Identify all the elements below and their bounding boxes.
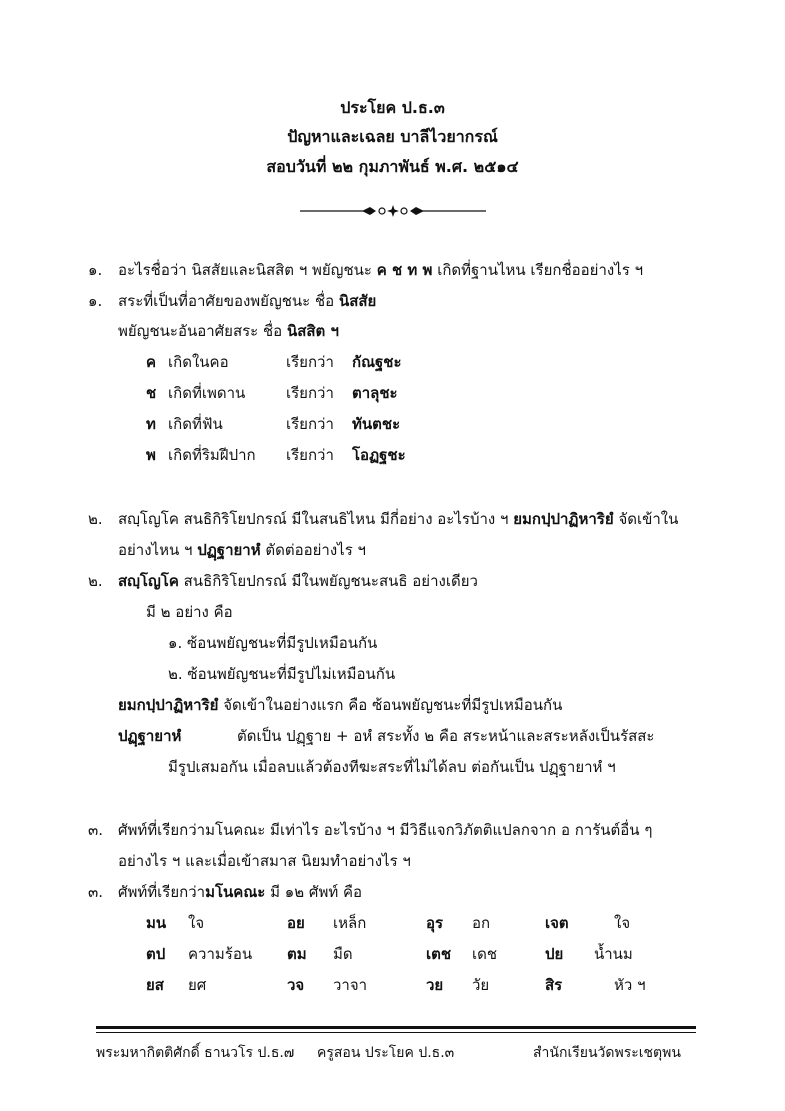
q1-text-b: เกิดที่ฐานไหน เรียกชื่ออย่างไร ฯ — [437, 261, 644, 279]
word-meaning: เหล็ก — [333, 914, 367, 932]
page-title: ประโยค ป.ธ.๓ — [340, 98, 445, 117]
q2-line2-end: ตัดต่ออย่างไร ฯ — [265, 541, 366, 559]
word-meaning: มืด — [333, 945, 353, 963]
word-meaning: วาจา — [333, 976, 368, 994]
word-pali: มน — [146, 914, 167, 932]
exam-date: สอบวันที่ ๒๒ กุมภาพันธ์ พ.ศ. ๒๕๑๔ — [266, 157, 519, 176]
word-meaning: ความร้อน — [188, 945, 253, 963]
footer-author: พระมหากิตติศักดิ์ ธานวโร ป.ธ.๗ — [96, 1045, 295, 1061]
a1-row-call: เรียกว่า — [286, 384, 334, 402]
word-meaning: เดช — [472, 945, 498, 963]
word-meaning: ใจ — [188, 914, 205, 932]
word-pali: สิร — [545, 976, 563, 994]
q2-line2 — [118, 538, 366, 562]
a1-row-letter: พ — [146, 446, 156, 464]
a2-line1-text: สนธิกิริโยปกรณ์ มีในพยัญชนะสนธิ อย่างเดียว — [183, 572, 478, 590]
a2-line1-term: สญฺโญโค — [118, 572, 179, 590]
a1-row-letter: ช — [146, 384, 157, 402]
footer-rule-thick — [96, 1026, 696, 1029]
word-pali: ยส — [146, 976, 164, 994]
q2-line1-text: สญฺโญโค สนธิกิริโยปกรณ์ มีในสนธิไหน มีกี่อย่าง อะไรบ้าง ฯ — [118, 510, 509, 528]
a1-line1-text: สระที่เป็นที่อาศัยของพยัญชนะ ชื่อ — [118, 292, 335, 310]
word-pali: อุร — [426, 914, 444, 932]
word-meaning: วัย — [472, 976, 490, 994]
q3-number: ๓. — [88, 821, 104, 839]
a1-row-place: เกิดที่ฟัน — [168, 415, 223, 433]
word-pali: วย — [426, 976, 444, 994]
word-pali: ตม — [287, 945, 307, 963]
a1-row-name: ตาลุชะ — [352, 384, 398, 402]
a1-row-call: เรียกว่า — [286, 446, 334, 464]
a2-line5: มีรูปเสมอกัน เมื่อลบแล้วต้องทีฆะสระที่ไม่ได้ลบ ต่อกันเป็น ปฏฺฐายาหํ ฯ — [168, 758, 616, 776]
a2-line3-term: ยมกปฺปาฏิหาริยํ — [118, 696, 219, 714]
q2-number: ๒. — [88, 510, 103, 528]
a1-line2-term: นิสสิต ฯ — [286, 322, 339, 340]
a2-line4-term: ปฏฺฐายาหํ — [118, 727, 182, 745]
a1-row-letter: ค — [146, 353, 157, 371]
q2-line1-end: จัดเข้าใน — [618, 510, 679, 528]
q2-line2-term: ปฏฺฐายาหํ — [197, 541, 261, 559]
a1-row-place: เกิดในคอ — [168, 353, 229, 371]
a2-line3-text: จัดเข้าในอย่างแรก คือ ซ้อนพยัญชนะที่มีรูปเหมือนกัน — [223, 696, 563, 714]
a2-number: ๒. — [88, 572, 103, 590]
a1-line1-term: นิสสัย — [338, 292, 377, 310]
a2-item1: ๑. ซ้อนพยัญชนะที่มีรูปเหมือนกัน — [168, 634, 378, 652]
a1-line1 — [118, 289, 376, 313]
q2-line1-term: ยมกปฺปาฏิหาริยํ — [513, 510, 614, 528]
q1-question — [118, 258, 643, 282]
q1-text-a: อะไรชื่อว่า นิสสัยและนิสสิต ฯ พยัญชนะ — [118, 261, 372, 279]
word-meaning: อก — [472, 914, 491, 932]
a3-line1 — [118, 880, 362, 904]
a3-text-c: มี ๑๒ ศัพท์ คือ — [270, 883, 363, 901]
a1-row-name: กัณฐชะ — [352, 353, 402, 371]
word-pali: ปย — [545, 945, 564, 963]
a1-row-name: ทันตชะ — [352, 415, 401, 433]
q1-letters: ค ช ท พ — [376, 261, 433, 279]
a1-line2-text: พยัญชนะอันอาศัยสระ ชื่อ — [118, 322, 283, 340]
a1-line2 — [118, 319, 339, 343]
a1-number: ๑. — [88, 292, 103, 310]
q2-line1 — [118, 507, 678, 531]
word-pali: เตช — [426, 945, 452, 963]
word-pali: ตป — [146, 945, 166, 963]
word-pali: อย — [287, 914, 305, 932]
word-meaning: น้ำนม — [594, 945, 633, 963]
a1-row-place: เกิดที่ริมฝีปาก — [168, 446, 256, 464]
a2-line2: มี ๒ อย่าง คือ — [146, 603, 233, 621]
q2-line2-text: อย่างไหน ฯ — [118, 541, 193, 559]
a1-row-name: โอฏฐชะ — [352, 446, 406, 464]
page-subtitle: ปัญหาและเฉลย บาลีไวยากรณ์ — [287, 127, 498, 146]
a2-line1 — [118, 569, 478, 593]
a2-line4-text: ตัดเป็น ปฏฺฐาย + อหํ สระทั้ง ๒ คือ สระหน้าและสระหลังเป็นรัสสะ — [237, 727, 655, 745]
footer-school: สำนักเรียนวัดพระเชตุพน — [533, 1045, 681, 1061]
word-meaning: ใจ — [614, 914, 631, 932]
word-pali: วจ — [287, 976, 305, 994]
a1-row-call: เรียกว่า — [286, 353, 334, 371]
ornament-divider — [300, 204, 486, 218]
a1-row-call: เรียกว่า — [286, 415, 334, 433]
q3-line2: อย่างไร ฯ และเมื่อเข้าสมาส นิยมทำอย่างไร ฯ — [118, 852, 411, 870]
a1-row-place: เกิดที่เพดาน — [168, 384, 246, 402]
a3-number: ๓. — [88, 883, 104, 901]
footer-rule-thin — [96, 1032, 696, 1033]
a3-term: มโนคณะ — [205, 883, 266, 901]
word-meaning: หัว ฯ — [614, 976, 646, 994]
word-pali: เจต — [545, 914, 569, 932]
a3-text-a: ศัพท์ที่เรียกว่า — [118, 883, 206, 901]
a2-line3 — [118, 693, 562, 717]
footer-role: ครูสอน ประโยค ป.ธ.๓ — [317, 1045, 455, 1061]
q3-line1: ศัพท์ที่เรียกว่ามโนคณะ มีเท่าไร อะไรบ้าง ฯ มีวิธีแจกวิภัตติแปลกจาก อ การันต์อื่น ๆ — [118, 821, 653, 839]
a2-item2: ๒. ซ้อนพยัญชนะที่มีรูปไม่เหมือนกัน — [168, 665, 396, 683]
a1-row-letter: ท — [146, 415, 156, 433]
word-meaning: ยศ — [188, 976, 207, 994]
q1-number: ๑. — [88, 261, 103, 279]
